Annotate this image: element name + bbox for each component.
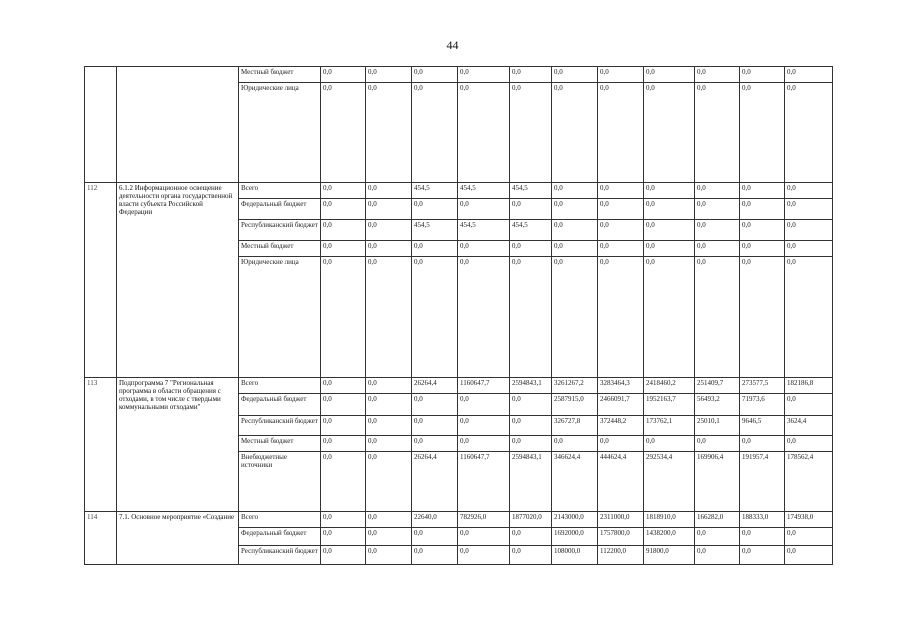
amount-cell: 0,0 (552, 241, 598, 257)
amount-cell: 0,0 (785, 257, 833, 378)
amount-cell: 9646,5 (740, 416, 785, 436)
amount-cell: 2418460,2 (644, 378, 695, 394)
amount-cell: 22640,0 (412, 512, 458, 528)
amount-cell: 0,0 (695, 528, 740, 546)
amount-cell: 0,0 (458, 394, 510, 416)
amount-cell: 0,0 (458, 416, 510, 436)
amount-cell: 0,0 (321, 512, 366, 528)
funding-source: Республиканский бюджет (239, 416, 321, 436)
amount-cell: 0,0 (785, 83, 833, 183)
amount-cell: 2143000,0 (552, 512, 598, 528)
funding-source: Всего (239, 183, 321, 199)
amount-cell: 0,0 (321, 199, 366, 220)
amount-cell: 0,0 (366, 241, 412, 257)
amount-cell: 346624,4 (552, 452, 598, 512)
amount-cell: 0,0 (412, 67, 458, 83)
funding-source: Юридические лица (239, 257, 321, 378)
amount-cell: 0,0 (785, 220, 833, 241)
amount-cell: 0,0 (695, 183, 740, 199)
funding-source: Федеральный бюджет (239, 528, 321, 546)
amount-cell: 0,0 (458, 546, 510, 565)
amount-cell: 2311000,0 (598, 512, 644, 528)
amount-cell: 0,0 (510, 416, 552, 436)
amount-cell: 2466091,7 (598, 394, 644, 416)
amount-cell: 0,0 (785, 394, 833, 416)
amount-cell: 0,0 (458, 67, 510, 83)
amount-cell: 0,0 (321, 436, 366, 452)
funding-source: Всего (239, 512, 321, 528)
amount-cell: 0,0 (412, 546, 458, 565)
amount-cell: 0,0 (644, 67, 695, 83)
amount-cell: 0,0 (510, 394, 552, 416)
amount-cell: 0,0 (785, 199, 833, 220)
amount-cell: 0,0 (695, 546, 740, 565)
amount-cell: 0,0 (366, 416, 412, 436)
amount-cell: 0,0 (510, 199, 552, 220)
amount-cell: 25010,1 (695, 416, 740, 436)
amount-cell: 0,0 (552, 436, 598, 452)
amount-cell: 0,0 (598, 257, 644, 378)
amount-cell: 251409,7 (695, 378, 740, 394)
amount-cell: 91800,0 (644, 546, 695, 565)
amount-cell: 0,0 (510, 83, 552, 183)
amount-cell: 173762,1 (644, 416, 695, 436)
amount-cell: 326727,8 (552, 416, 598, 436)
amount-cell: 0,0 (552, 67, 598, 83)
amount-cell: 0,0 (785, 183, 833, 199)
amount-cell: 26264,4 (412, 378, 458, 394)
amount-cell: 0,0 (412, 83, 458, 183)
amount-cell: 444624,4 (598, 452, 644, 512)
amount-cell: 0,0 (366, 528, 412, 546)
amount-cell: 0,0 (458, 436, 510, 452)
amount-cell: 0,0 (412, 416, 458, 436)
funding-source: Местный бюджет (239, 241, 321, 257)
amount-cell: 0,0 (695, 199, 740, 220)
amount-cell: 0,0 (321, 546, 366, 565)
amount-cell: 0,0 (598, 183, 644, 199)
amount-cell: 0,0 (695, 241, 740, 257)
amount-cell: 0,0 (321, 257, 366, 378)
amount-cell: 0,0 (644, 220, 695, 241)
activity-title: 6.1.2 Информационное освещение деятельности органа государственной власти субъекта Российской Федерации (117, 183, 239, 378)
funding-source: Местный бюджет (239, 67, 321, 83)
table-row (85, 67, 833, 83)
amount-cell: 0,0 (458, 241, 510, 257)
funding-source: Местный бюджет (239, 436, 321, 452)
amount-cell: 454,5 (412, 220, 458, 241)
amount-cell: 166282,0 (695, 512, 740, 528)
amount-cell: 0,0 (321, 528, 366, 546)
amount-cell: 0,0 (412, 394, 458, 416)
amount-cell: 0,0 (510, 546, 552, 565)
amount-cell: 0,0 (321, 67, 366, 83)
amount-cell: 169906,4 (695, 452, 740, 512)
activity-title (117, 67, 239, 183)
amount-cell: 0,0 (785, 528, 833, 546)
amount-cell: 0,0 (412, 257, 458, 378)
amount-cell: 56493,2 (695, 394, 740, 416)
activity-title: 7.1. Основное мероприятие «Создание (117, 512, 239, 565)
amount-cell: 0,0 (366, 512, 412, 528)
amount-cell: 1160647,7 (458, 452, 510, 512)
table-row (85, 512, 833, 528)
amount-cell: 178562,4 (785, 452, 833, 512)
amount-cell: 0,0 (366, 220, 412, 241)
amount-cell: 0,0 (740, 436, 785, 452)
amount-cell: 0,0 (412, 528, 458, 546)
amount-cell: 0,0 (785, 546, 833, 565)
amount-cell: 0,0 (366, 67, 412, 83)
amount-cell: 454,5 (412, 183, 458, 199)
amount-cell: 0,0 (552, 199, 598, 220)
amount-cell: 0,0 (644, 83, 695, 183)
amount-cell: 0,0 (412, 199, 458, 220)
amount-cell: 0,0 (740, 241, 785, 257)
budget-table (84, 66, 833, 565)
row-number: 112 (85, 183, 117, 378)
amount-cell: 0,0 (695, 83, 740, 183)
amount-cell: 454,5 (458, 220, 510, 241)
amount-cell: 0,0 (598, 83, 644, 183)
amount-cell: 0,0 (321, 183, 366, 199)
amount-cell: 0,0 (552, 257, 598, 378)
amount-cell: 0,0 (695, 436, 740, 452)
amount-cell: 0,0 (366, 394, 412, 416)
amount-cell: 0,0 (510, 241, 552, 257)
amount-cell: 0,0 (321, 452, 366, 512)
amount-cell: 0,0 (366, 546, 412, 565)
funding-source: Всего (239, 378, 321, 394)
amount-cell: 0,0 (321, 378, 366, 394)
funding-source: Внебюджетные источники (239, 452, 321, 512)
amount-cell: 3261267,2 (552, 378, 598, 394)
amount-cell: 1757800,0 (598, 528, 644, 546)
row-number (85, 67, 117, 183)
amount-cell: 0,0 (366, 183, 412, 199)
amount-cell: 0,0 (644, 199, 695, 220)
amount-cell: 454,5 (458, 183, 510, 199)
amount-cell: 0,0 (598, 199, 644, 220)
amount-cell: 0,0 (458, 528, 510, 546)
amount-cell: 0,0 (412, 241, 458, 257)
amount-cell: 26264,4 (412, 452, 458, 512)
amount-cell: 0,0 (740, 257, 785, 378)
amount-cell: 0,0 (366, 83, 412, 183)
amount-cell: 1952163,7 (644, 394, 695, 416)
amount-cell: 0,0 (366, 199, 412, 220)
amount-cell: 0,0 (458, 199, 510, 220)
amount-cell: 1160647,7 (458, 378, 510, 394)
amount-cell: 454,5 (510, 220, 552, 241)
amount-cell: 0,0 (740, 199, 785, 220)
table-row (85, 378, 833, 394)
amount-cell: 112200,0 (598, 546, 644, 565)
amount-cell: 0,0 (740, 528, 785, 546)
table-row (85, 183, 833, 199)
amount-cell: 0,0 (785, 436, 833, 452)
amount-cell: 0,0 (598, 436, 644, 452)
amount-cell: 0,0 (458, 83, 510, 183)
amount-cell: 108000,0 (552, 546, 598, 565)
amount-cell: 0,0 (510, 528, 552, 546)
row-number: 113 (85, 378, 117, 512)
amount-cell: 0,0 (321, 241, 366, 257)
amount-cell: 0,0 (366, 452, 412, 512)
amount-cell: 782926,0 (458, 512, 510, 528)
amount-cell: 0,0 (740, 546, 785, 565)
amount-cell: 1692000,0 (552, 528, 598, 546)
amount-cell: 188333,0 (740, 512, 785, 528)
amount-cell: 71973,6 (740, 394, 785, 416)
amount-cell: 0,0 (644, 183, 695, 199)
amount-cell: 1877020,0 (510, 512, 552, 528)
amount-cell: 0,0 (785, 241, 833, 257)
amount-cell: 0,0 (552, 183, 598, 199)
activity-title: Подпрограмма 7 "Региональная программа в области обращения с отходами, в том числе с твердыми коммунальными отходами" (117, 378, 239, 512)
amount-cell: 0,0 (598, 241, 644, 257)
funding-source: Юридические лица (239, 83, 321, 183)
amount-cell: 3624,4 (785, 416, 833, 436)
amount-cell: 1438200,0 (644, 528, 695, 546)
amount-cell: 0,0 (510, 436, 552, 452)
amount-cell: 0,0 (321, 220, 366, 241)
amount-cell: 1818910,0 (644, 512, 695, 528)
amount-cell: 174938,0 (785, 512, 833, 528)
funding-source: Республиканский бюджет (239, 546, 321, 565)
amount-cell: 0,0 (740, 220, 785, 241)
amount-cell: 0,0 (740, 67, 785, 83)
amount-cell: 3283464,3 (598, 378, 644, 394)
amount-cell: 2594843,1 (510, 378, 552, 394)
amount-cell: 0,0 (412, 436, 458, 452)
amount-cell: 2587915,0 (552, 394, 598, 416)
funding-source: Республиканский бюджет (239, 220, 321, 241)
amount-cell: 292534,4 (644, 452, 695, 512)
amount-cell: 454,5 (510, 183, 552, 199)
amount-cell: 191957,4 (740, 452, 785, 512)
amount-cell: 0,0 (510, 67, 552, 83)
amount-cell: 372448,2 (598, 416, 644, 436)
amount-cell: 0,0 (644, 436, 695, 452)
amount-cell: 0,0 (321, 394, 366, 416)
amount-cell: 0,0 (740, 83, 785, 183)
amount-cell: 0,0 (695, 220, 740, 241)
amount-cell: 0,0 (695, 67, 740, 83)
amount-cell: 273577,5 (740, 378, 785, 394)
amount-cell: 0,0 (644, 257, 695, 378)
amount-cell: 0,0 (510, 257, 552, 378)
amount-cell: 2594843,1 (510, 452, 552, 512)
amount-cell: 0,0 (366, 257, 412, 378)
amount-cell: 0,0 (598, 220, 644, 241)
amount-cell: 0,0 (552, 220, 598, 241)
amount-cell: 0,0 (598, 67, 644, 83)
amount-cell: 0,0 (695, 257, 740, 378)
row-number: 114 (85, 512, 117, 565)
amount-cell: 0,0 (366, 436, 412, 452)
amount-cell: 0,0 (321, 83, 366, 183)
amount-cell: 0,0 (458, 257, 510, 378)
amount-cell: 0,0 (366, 378, 412, 394)
amount-cell: 0,0 (552, 83, 598, 183)
amount-cell: 0,0 (644, 241, 695, 257)
amount-cell: 0,0 (785, 67, 833, 83)
funding-source: Федеральный бюджет (239, 199, 321, 220)
funding-source: Федеральный бюджет (239, 394, 321, 416)
page-number: 44 (446, 38, 459, 52)
amount-cell: 0,0 (321, 416, 366, 436)
amount-cell: 182186,8 (785, 378, 833, 394)
amount-cell: 0,0 (740, 183, 785, 199)
